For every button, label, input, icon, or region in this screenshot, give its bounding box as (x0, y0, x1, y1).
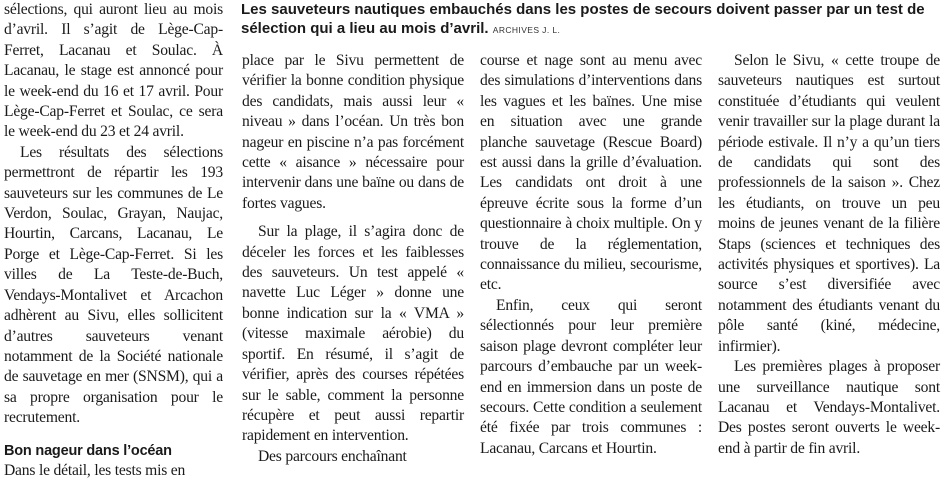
paragraph: Enfin, ceux qui seront sélectionnés pour leur première saison plage devront compléter leur parcours d’embauche par un week-end en immersion dans un poste de secours. Cette condition a seulement été fixée par trois communes : Lacanau, Carcans et Hourtin. (480, 296, 702, 457)
paragraph: place par le Sivu permettent de vérifier la bonne condition physique des candidats, mais aussi leur « niveau » dans l’océan. Un très bon nageur en piscine n’a pas forcément cette « aisance » nécessaire pour intervenir dans une baïne ou dans de fortes vagues. (242, 52, 464, 212)
paragraph: Les résultats des sélections permettront de répartir les 193 sauveteurs sur les communes de Le Verdon, Soulac, Grayan, Naujac, Hourtin, Carcans, Lacanau, Le Porge et Lège-Cap-Ferret. Si les villes de La Teste-de-Buch, Vendays-Montalivet et Arcachon adhèrent au Sivu, elles sollicitent d’autres sauveteurs venant notamment de la Société nationale de sauvetage en mer (SNSM), qui a sa propre organisation pour le recrutement. (4, 143, 223, 427)
article-column-1 (4, 0, 223, 481)
paragraph: Sur la plage, il s’agira donc de déceler les forces et les faiblesses des sauveteurs. Un test appelé « navette Luc Léger » donne une bonne indication sur la « VMA » (vitesse maximale aérobie) du sportif. En résumé, il s’agit de vérifier, après des courses répétées sur le sable, comment la personne récupère et peut aussi repartir rapidement en intervention. (242, 223, 464, 445)
paragraph: Dans le détail, les tests mis en (4, 461, 186, 479)
article-column-4 (718, 51, 940, 459)
paragraph: sélections, qui auront lieu au mois d’avril. Il s’agit de Lège-Cap-Ferret, Lacanau et Soulac. À Lacanau, le stage est annoncé pour le week-end du 16 et 17 avril. Pour Lège-Cap-Ferret et Soulac, ce sera le week-end du 23 et 24 avril. (4, 1, 223, 141)
paragraph: course et nage sont au menu avec des simulations d’interventions dans les vagues et les baïnes. Une mise en situation avec une grande planche sauvetage (Rescue Board) est aussi dans la grille d’évaluation. Les candidats ont droit à une épreuve écrite sous la forme d’un questionnaire à choix multiple. On y trouve de la réglementation, connaissance du milieu, secourisme, etc. (480, 52, 702, 294)
paragraph: Des parcours enchaînant (258, 447, 407, 465)
photo-credit: ARCHIVES J. L. (492, 25, 561, 35)
photo-caption (241, 0, 939, 40)
caption-text: Les sauveteurs nautiques embauchés dans les postes de secours doivent passer par un test de sélection qui a lieu au mois d’avril. (241, 1, 925, 37)
paragraph: Les premières plages à proposer une surveillance nautique sont Lacanau et Vendays-Montalivet. Des postes seront ouverts le week-end à partir de fin avril. (718, 358, 940, 457)
section-subheading: Bon nageur dans l’océan (4, 442, 172, 459)
article-column-3 (480, 51, 702, 459)
paragraph: Selon le Sivu, « cette troupe de sauveteurs nautiques est surtout constituée d’étudiants qui veulent venir travailler sur la plage durant la période estivale. Il n’y a qu’un tiers de candidats qui sont des professionnels de la saison ». Chez les étudiants, on trouve un peu moins de jeunes venant de la filière Staps (sciences et techniques des activités physiques et sportives). La source s’est diversifiée avec notamment des étudiants venant du pôle santé (kiné, médecine, infirmier). (718, 52, 940, 355)
article-column-2 (242, 51, 464, 467)
